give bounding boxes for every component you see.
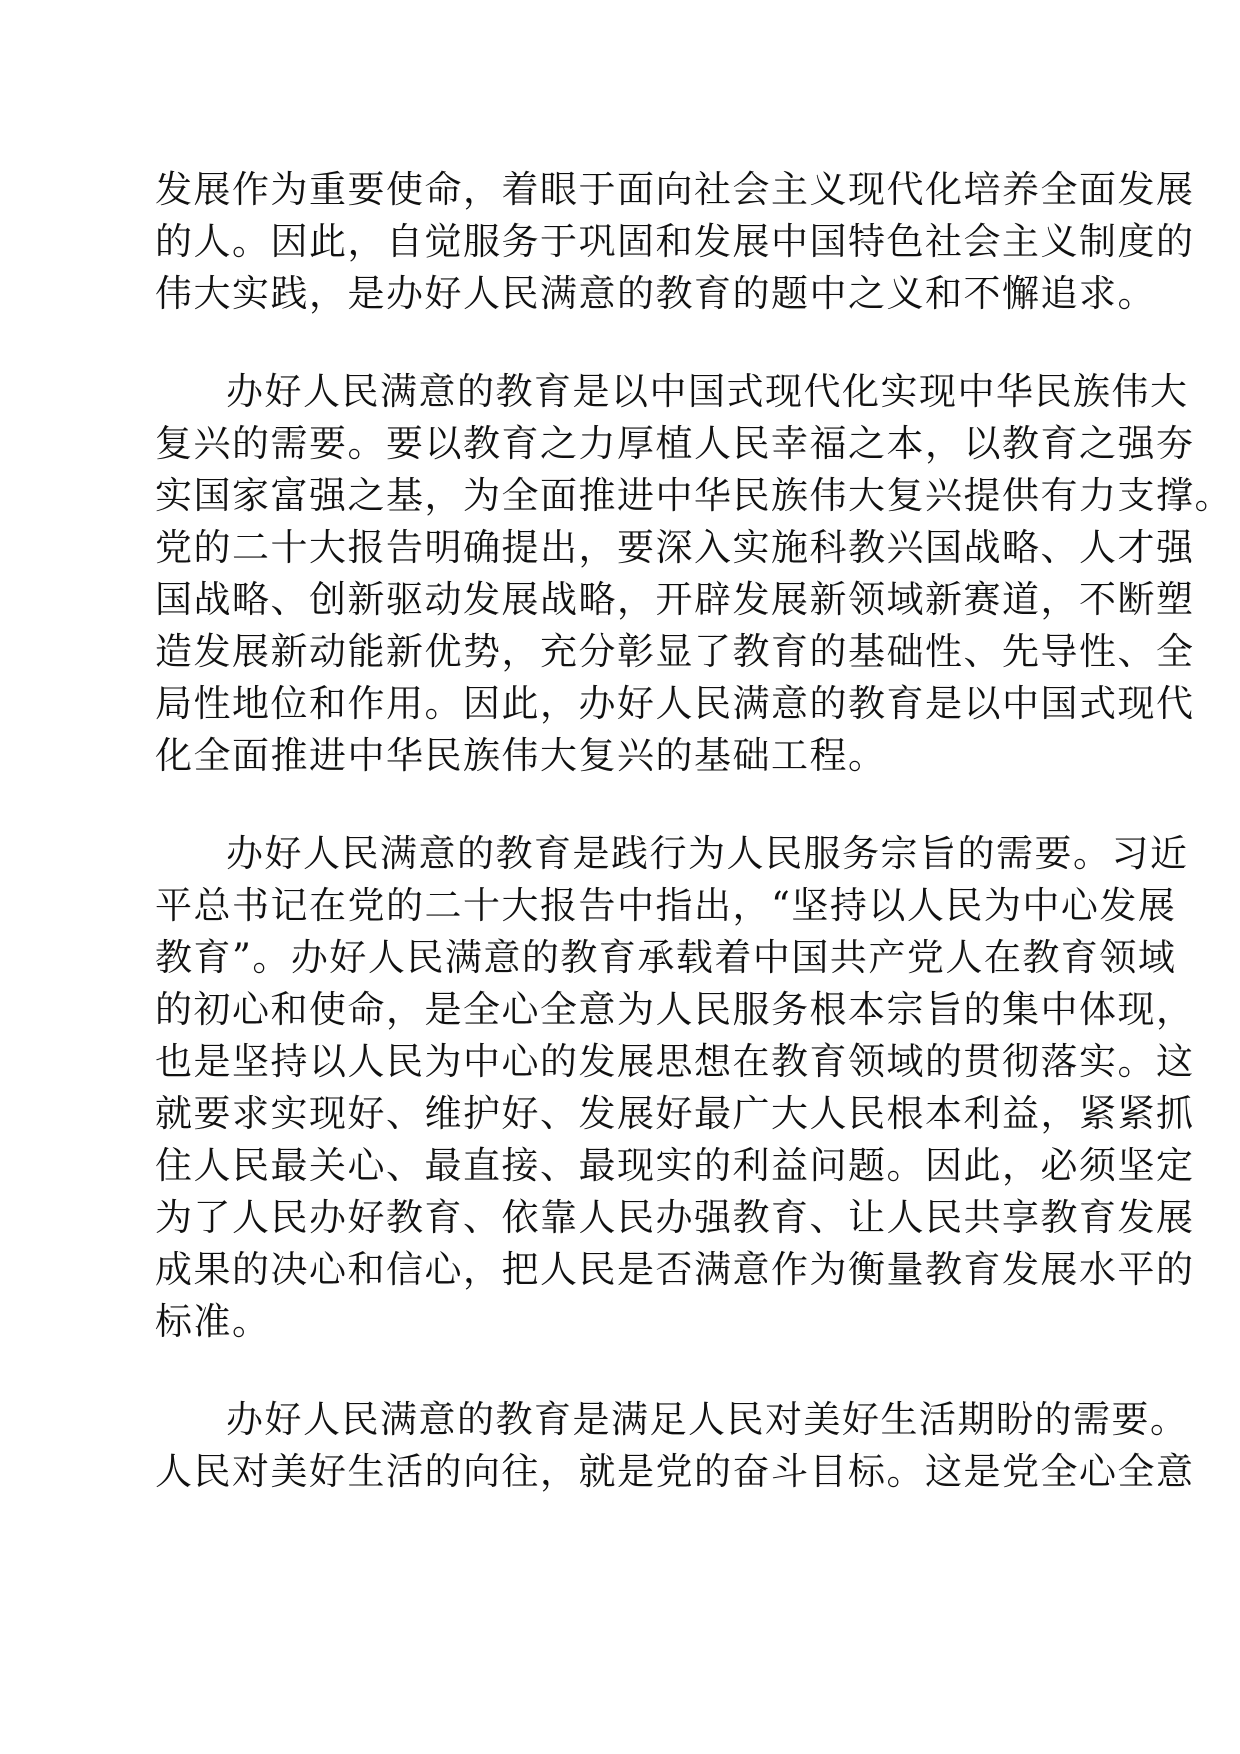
text-line: 住人民最关心、最直接、最现实的利益问题。因此，必须坚定 (155, 1144, 1195, 1187)
text-line: 为了人民办好教育、依靠人民办强教育、让人民共享教育发展 (155, 1196, 1195, 1239)
text-line: 平总书记在党的二十大报告中指出，“坚持以人民为中心发展 (155, 884, 1177, 927)
text-line: 人民对美好生活的向往，就是党的奋斗目标。这是党全心全意 (155, 1450, 1195, 1493)
text-line: 局性地位和作用。因此，办好人民满意的教育是以中国式现代 (155, 682, 1195, 725)
text-line: 就要求实现好、维护好、发展好最广大人民根本利益，紧紧抓 (155, 1092, 1195, 1135)
text-line: 成果的决心和信心，把人民是否满意作为衡量教育发展水平的 (155, 1248, 1195, 1291)
text-line: 党的二十大报告明确提出，要深入实施科教兴国战略、人才强 (155, 526, 1195, 569)
text-line: 的初心和使命，是全心全意为人民服务根本宗旨的集中体现， (155, 988, 1195, 1031)
paragraph-first-line: 办好人民满意的教育是以中国式现代化实现中华民族伟大 (226, 370, 1189, 413)
text-line: 也是坚持以人民为中心的发展思想在教育领域的贯彻落实。这 (155, 1040, 1195, 1083)
text-line: 的人。因此，自觉服务于巩固和发展中国特色社会主义制度的 (155, 220, 1195, 263)
text-line: 标准。 (155, 1300, 271, 1343)
text-line: 国战略、创新驱动发展战略，开辟发展新领域新赛道，不断塑 (155, 578, 1195, 621)
text-line: 造发展新动能新优势，充分彰显了教育的基础性、先导性、全 (155, 630, 1195, 673)
text-line: 发展作为重要使命，着眼于面向社会主义现代化培养全面发展 (155, 168, 1195, 211)
text-line: 教育”。办好人民满意的教育承载着中国共产党人在教育领域 (155, 936, 1177, 979)
text-line: 复兴的需要。要以教育之力厚植人民幸福之本，以教育之强夯 (155, 422, 1195, 465)
text-line: 化全面推进中华民族伟大复兴的基础工程。 (155, 734, 887, 777)
paragraph-first-line: 办好人民满意的教育是满足人民对美好生活期盼的需要。 (226, 1398, 1189, 1441)
paragraph-first-line: 办好人民满意的教育是践行为人民服务宗旨的需要。习近 (226, 832, 1189, 875)
text-line: 实国家富强之基，为全面推进中华民族伟大复兴提供有力支撑。 (155, 474, 1233, 517)
text-line: 伟大实践，是办好人民满意的教育的题中之义和不懈追求。 (155, 272, 1156, 315)
